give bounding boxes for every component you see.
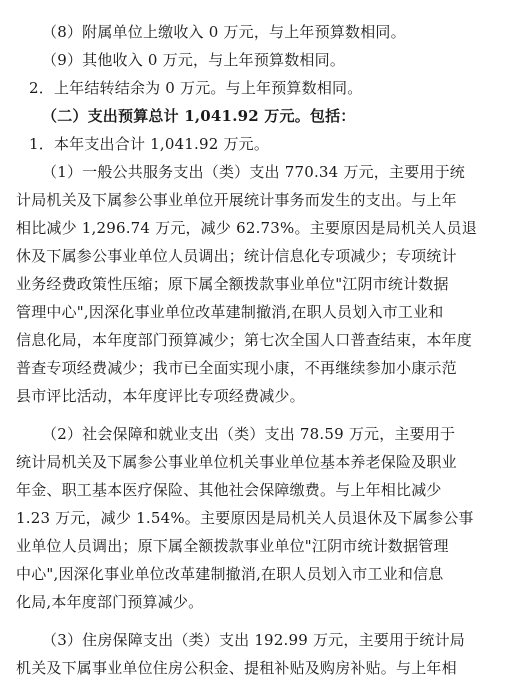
paragraph-line: （1）一般公共服务支出（类）支出 770.34 万元，主要用于统 bbox=[42, 163, 465, 181]
paragraph-line: 休及下属参公事业单位人员调出；统计信息化专项减少；专项统计 bbox=[16, 247, 457, 265]
paragraph-line: 中心",因深化事业单位改革建制撤消,在职人员划入市工业和信息 bbox=[16, 565, 444, 583]
paragraph-line: （8）附属单位上缴收入 0 万元，与上年预算数相同。 bbox=[42, 23, 406, 41]
paragraph-line: 县市评比活动，本年度评比专项经费减少。 bbox=[16, 387, 305, 405]
paragraph-line: 业单位人员调出；原下属全额拨款事业单位"江阴市统计数据管理 bbox=[16, 537, 449, 555]
paragraph-line: 管理中心",因深化事业单位改革建制撤消,在职人员划入市工业和 bbox=[16, 303, 444, 321]
paragraph-line: 年金、职工基本医疗保险、其他社会保障缴费。与上年相比减少 bbox=[16, 481, 442, 499]
paragraph-line: 1．本年支出合计 1,041.92 万元。 bbox=[29, 135, 270, 153]
paragraph-gap bbox=[80, 410, 485, 420]
paragraph-line: 信息化局，本年度部门预算减少；第七次全国人口普查结束，本年度 bbox=[16, 331, 473, 349]
paragraph-line: 业务经费政策性压缩；原下属全额拨款事业单位"江阴市统计数据 bbox=[16, 275, 449, 293]
paragraph-line: 化局,本年度部门预算减少。 bbox=[16, 593, 204, 611]
paragraph-line: 2．上年结转结余为 0 万元。与上年预算数相同。 bbox=[29, 79, 363, 97]
paragraph-gap bbox=[80, 616, 485, 626]
paragraph-line: 1.23 万元，减少 1.54%。主要原因是局机关人员退休及下属参公事 bbox=[16, 509, 474, 527]
paragraph-line: （9）其他收入 0 万元，与上年预算数相同。 bbox=[42, 51, 346, 69]
paragraph-line: 计局机关及下属参公事业单位开展统计事务而发生的支出。与上年 bbox=[16, 191, 457, 209]
paragraph-line: 机关及下属事业单位住房公积金、提租补贴及购房补贴。与上年相 bbox=[16, 659, 457, 677]
paragraph-line: （3）住房保障支出（类）支出 192.99 万元，主要用于统计局 bbox=[42, 631, 465, 649]
paragraph-line: 相比减少 1,296.74 万元，减少 62.73%。主要原因是局机关人员退 bbox=[16, 219, 477, 237]
paragraph-line: （2）社会保障和就业支出（类）支出 78.59 万元，主要用于 bbox=[42, 425, 456, 443]
paragraph-line: 普查专项经费减少；我市已全面实现小康，不再继续参加小康示范 bbox=[16, 359, 457, 377]
section-heading: （二）支出预算总计 1,041.92 万元。包括： bbox=[42, 107, 356, 125]
paragraph-line: 统计局机关及下属参公事业单位机关事业单位基本养老保险及职业 bbox=[16, 453, 457, 471]
